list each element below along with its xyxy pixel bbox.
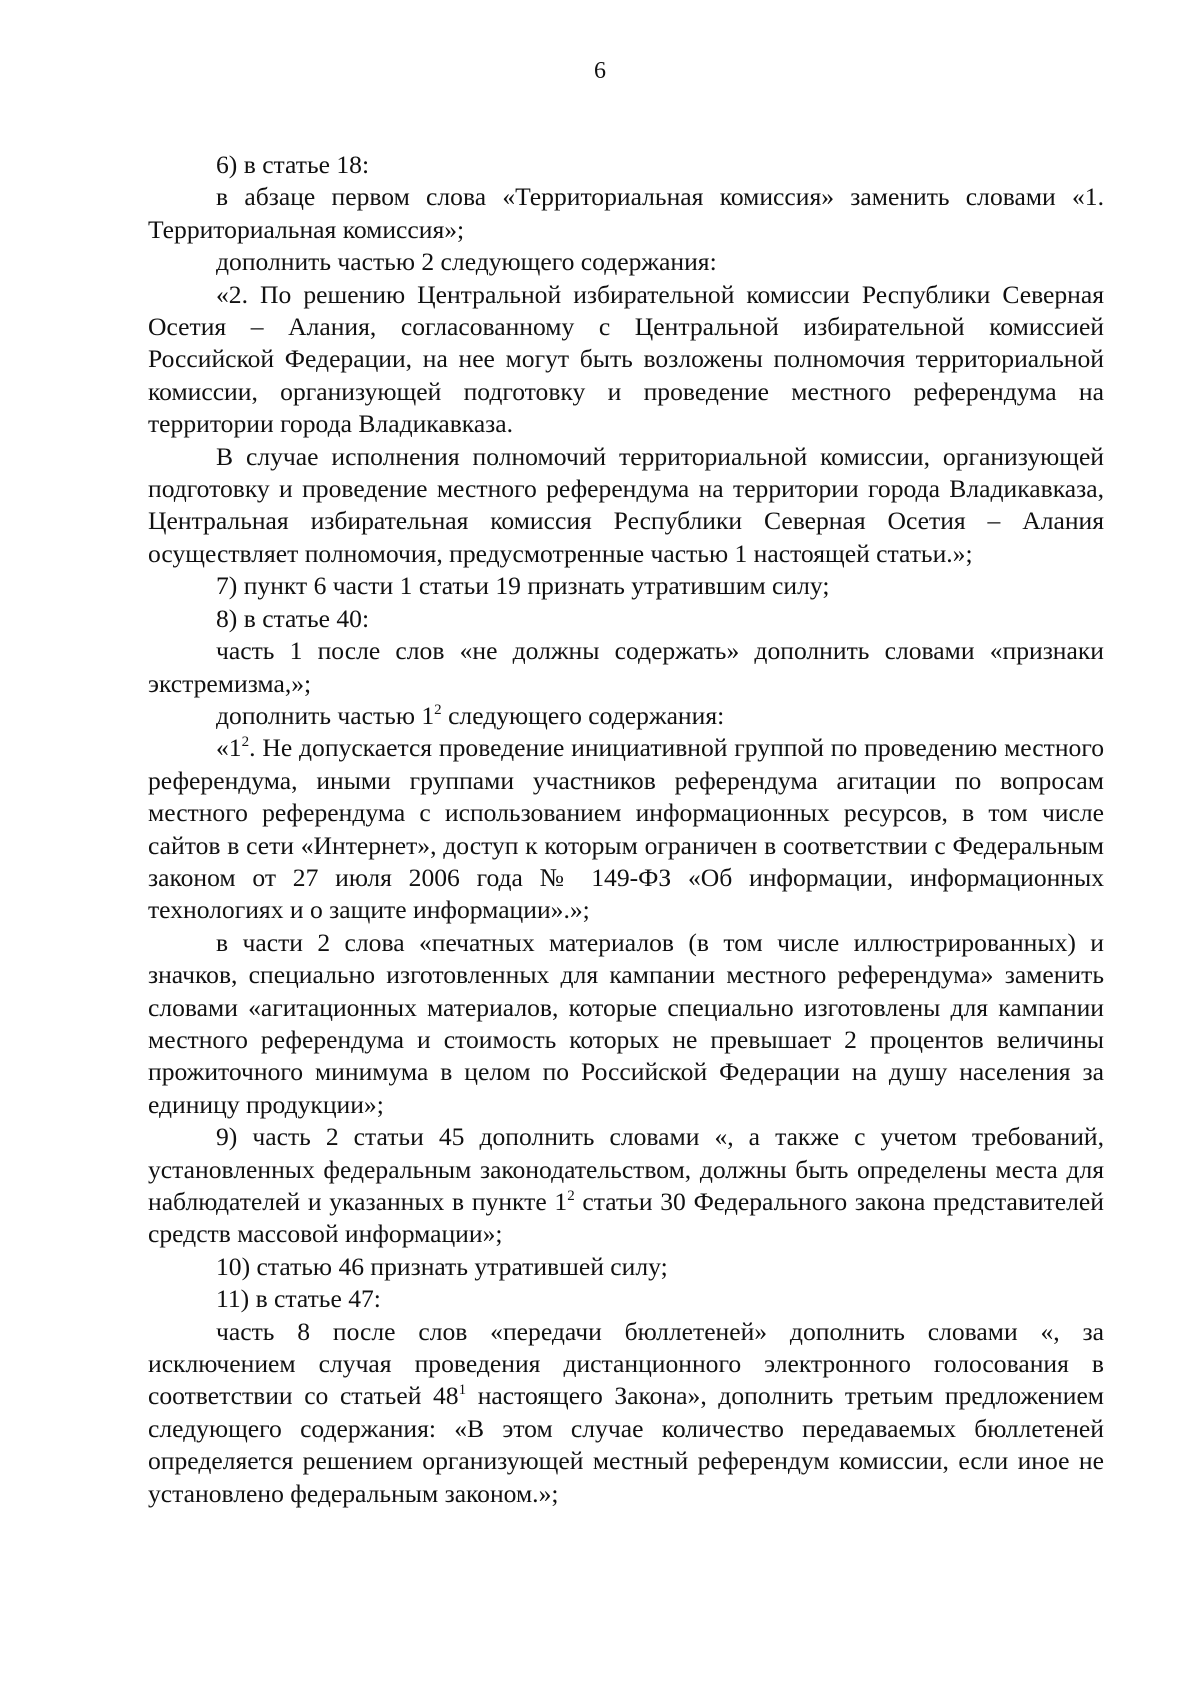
page-number: 6 (594, 58, 606, 84)
text-run: дополнить частью 1 (216, 700, 435, 730)
paragraph-add-part-1-2 (148, 700, 1104, 732)
text-run: настоящего Закона», дополнить третьим предложением следующего содержания: «В этом случае количество передаваемых бюллетеней определяется решением организующей местный референдум комиссии, если иное не установлено федеральным законом.»; (148, 1381, 1105, 1508)
text-run: 9) часть 2 статьи 45 дополнить словами «, а также с учетом требований, установленных федеральным законодательством, должны быть определены места для наблюдателей и указанных в пункте 1 (148, 1122, 1104, 1216)
superscript: 2 (241, 734, 250, 751)
paragraph-part-2-case: В случае исполнения полномочий территориальной комиссии, организующей подготовку и проведение местного референдума на территории города Владикавказа, Центральная избирательная комиссия Республики Северная Осетия – Алания осуществляет полномочия, предусмотренные частью 1 настоящей статьи.»; (148, 441, 1104, 568)
superscript: 2 (434, 701, 442, 718)
paragraph-article-45 (148, 1121, 1104, 1251)
paragraph-add-part-2: дополнить частью 2 следующего содержания: (216, 247, 717, 277)
paragraph-article-18-heading: 6) в статье 18: (216, 150, 370, 179)
text-run: следующего содержания: (441, 700, 725, 730)
text-run: . Не допускается проведение инициативной группой по проведению местного референдума, иными группами участников референдума агитации по вопросам местного референдума с использованием информационных ресурсов, в том числе сайтов в сети «Интернет», доступ к которым ограничен в соответствии с Федеральным законом от 27 июля 2006 года № 149-ФЗ «Об информации, информационных технологиях и о защите информации».»; (148, 733, 1104, 925)
paragraph-part-2-text: «2. По решению Центральной избирательной комиссии Республики Северная Осетия – Алания, согласованному с Центральной избирательной комиссией Российской Федерации, на нее могут быть возложены полномочия территориальной комиссии, организующей подготовку и проведение местного референдума на территории города Владикавказа. (148, 279, 1104, 439)
document-body (148, 149, 1104, 1510)
paragraph-article-47-part-8 (148, 1316, 1104, 1510)
text-run: статьи 30 Федерального закона представителей средств массовой информации»; (148, 1187, 1104, 1249)
paragraph-article-19: 7) пункт 6 части 1 статьи 19 признать утратившим силу; (216, 571, 830, 601)
paragraph-part-1-2-text (148, 732, 1104, 926)
paragraph-article-46: 10) статью 46 признать утратившей силу; (216, 1251, 668, 1281)
text-run: «1 (216, 733, 242, 763)
paragraph-article-18-first-abzac: в абзаце первом слова «Территориальная комиссия» заменить словами «1. Территориальная комиссия»; (148, 182, 1104, 244)
paragraph-article-40-part-2: в части 2 слова «печатных материалов (в том числе иллюстрированных) и значков, специально изготовленных для кампании местного референдума» заменить словами «агитационных материалов, которые специально изготовлены для кампании местного референдума и стоимость которых не превышает 2 процентов величины прожиточного минимума в целом по Российской Федерации на душу населения за единицу продукции»; (148, 927, 1104, 1119)
paragraph-article-40-part-1: часть 1 после слов «не должны содержать» дополнить словами «признаки экстремизма,»; (148, 636, 1104, 698)
text-run: часть 8 после слов «передачи бюллетеней» дополнить словами «, за исключением случая проведения дистанционного электронного голосования в соответствии со статьей 48 (148, 1316, 1104, 1411)
superscript: 2 (567, 1188, 575, 1204)
paragraph-article-40-heading: 8) в статье 40: (216, 603, 370, 633)
superscript: 1 (458, 1382, 467, 1399)
paragraph-article-47-heading: 11) в статье 47: (216, 1284, 381, 1314)
